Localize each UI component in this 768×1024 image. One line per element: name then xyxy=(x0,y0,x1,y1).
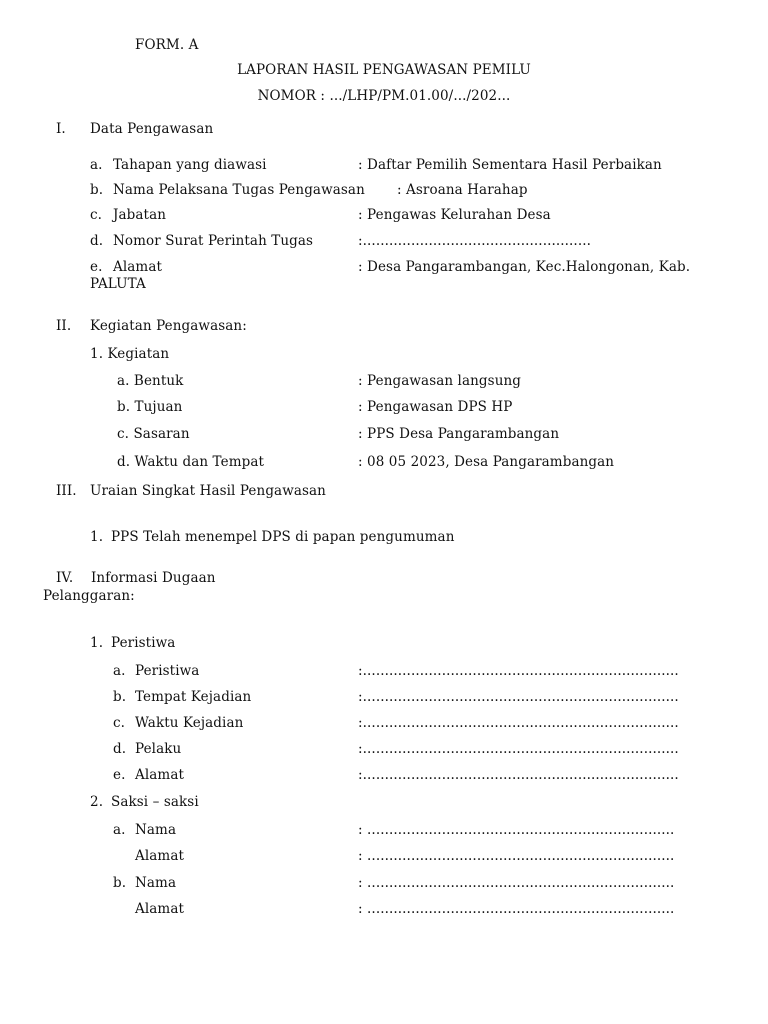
witness-item-label: Nama xyxy=(135,875,177,891)
document-title: LAPORAN HASIL PENGAWASAN PEMILU xyxy=(237,62,531,78)
section1-item-value: : Daftar Pemilih Sementara Hasil Perbaikan xyxy=(358,157,662,173)
witness-item-letter: b. xyxy=(113,875,127,891)
section4-sub1-number: 1. xyxy=(90,635,104,651)
section2-item-label: b. Tujuan xyxy=(117,399,183,415)
incident-item-letter: d. xyxy=(113,741,127,757)
witness-item-label: Alamat xyxy=(135,848,184,864)
form-label: FORM. A xyxy=(135,37,199,53)
section2-item-value: : 08 05 2023, Desa Pangarambangan xyxy=(358,454,615,470)
section1-item-label: Alamat xyxy=(113,259,162,275)
witness-item-label: Nama xyxy=(135,822,177,838)
section1-item-value: : Pengawas Kelurahan Desa xyxy=(358,207,551,223)
section1-item-value: : Asroana Harahap xyxy=(397,182,528,198)
incident-item-value: :........................................................................ xyxy=(358,767,679,783)
section2-item-label: c. Sasaran xyxy=(117,426,190,442)
witness-item-label: Alamat xyxy=(135,901,184,917)
document-number: NOMOR : .../LHP/PM.01.00/.../202... xyxy=(257,88,511,104)
section1-item-letter: b. xyxy=(90,182,104,198)
section4-sub2-number: 2. xyxy=(90,794,104,810)
section2-number: II. xyxy=(56,318,72,334)
section1-item-label: Nama Pelaksana Tugas Pengawasan xyxy=(113,182,365,198)
section2-item-value: : Pengawasan langsung xyxy=(358,373,522,389)
witness-item-value: : ...................................................................... xyxy=(358,875,675,891)
incident-item-value: :........................................................................ xyxy=(358,741,679,757)
section1-number: I. xyxy=(56,121,66,137)
section2-subtitle: 1. Kegiatan xyxy=(90,346,170,362)
incident-item-letter: e. xyxy=(113,767,126,783)
section1-item-letter: e. xyxy=(90,259,103,275)
section4-sub1-title: Peristiwa xyxy=(111,635,176,651)
section2-title: Kegiatan Pengawasan: xyxy=(90,318,247,334)
incident-item-letter: b. xyxy=(113,689,127,705)
section2-item-value: : Pengawasan DPS HP xyxy=(358,399,513,415)
incident-item-label: Alamat xyxy=(135,767,184,783)
incident-item-value: :........................................................................ xyxy=(358,689,679,705)
section2-item-label: d. Waktu dan Tempat xyxy=(117,454,265,470)
incident-item-label: Peristiwa xyxy=(135,663,200,679)
section1-item-label: Nomor Surat Perintah Tugas xyxy=(113,233,314,249)
section2-item-value: : PPS Desa Pangarambangan xyxy=(358,426,560,442)
incident-item-letter: a. xyxy=(113,663,126,679)
section4-title-continued: Pelanggaran: xyxy=(43,588,135,604)
section4-title: Informasi Dugaan xyxy=(91,570,216,586)
section1-item-letter: c. xyxy=(90,207,103,223)
section1-item-label: Jabatan xyxy=(113,207,167,223)
incident-item-value: :........................................................................ xyxy=(358,715,679,731)
section1-item-label: Tahapan yang diawasi xyxy=(113,157,267,173)
incident-item-value: :........................................................................ xyxy=(358,663,679,679)
section1-item-letter: d. xyxy=(90,233,104,249)
section4-number: IV. xyxy=(56,570,74,586)
incident-item-label: Tempat Kejadian xyxy=(135,689,252,705)
incident-item-label: Waktu Kejadian xyxy=(135,715,244,731)
incident-item-label: Pelaku xyxy=(135,741,182,757)
section4-sub2-title: Saksi – saksi xyxy=(111,794,199,810)
section1-title: Data Pengawasan xyxy=(90,121,214,137)
witness-item-value: : ...................................................................... xyxy=(358,822,675,838)
section1-item-value: : Desa Pangarambangan, Kec.Halongonan, Kab. xyxy=(358,259,691,275)
section1-item-value: :.................................................... xyxy=(358,233,591,249)
section3-title: Uraian Singkat Hasil Pengawasan xyxy=(90,483,326,499)
section3-number: III. xyxy=(56,483,77,499)
section1-item-value-continued: PALUTA xyxy=(90,276,146,292)
witness-item-letter: a. xyxy=(113,822,126,838)
section2-item-label: a. Bentuk xyxy=(117,373,184,389)
section3-item-text: PPS Telah menempel DPS di papan pengumuman xyxy=(111,529,455,545)
section1-item-letter: a. xyxy=(90,157,103,173)
section3-item-number: 1. xyxy=(90,529,104,545)
witness-item-value: : ...................................................................... xyxy=(358,901,675,917)
incident-item-letter: c. xyxy=(113,715,126,731)
witness-item-value: : ...................................................................... xyxy=(358,848,675,864)
